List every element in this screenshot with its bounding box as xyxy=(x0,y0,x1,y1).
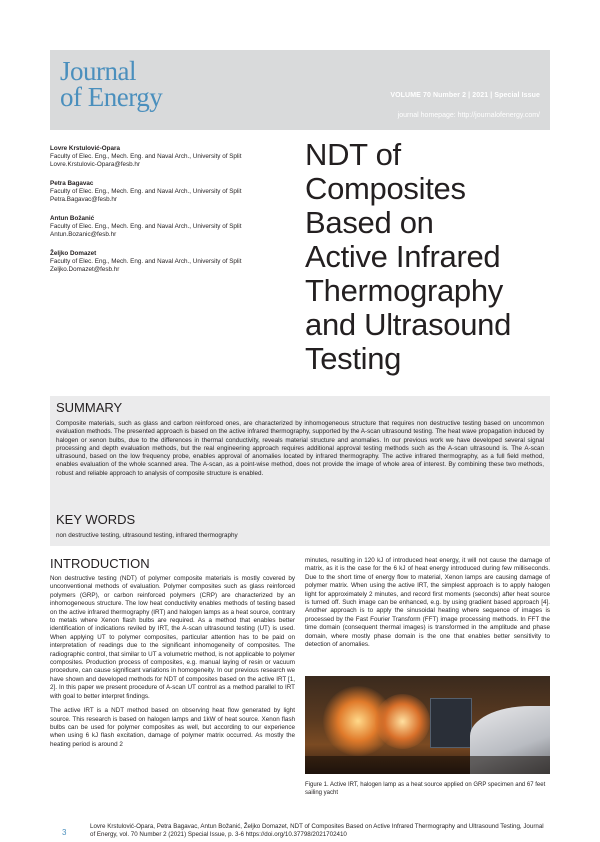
title-line: NDT of xyxy=(305,137,401,172)
journal-homepage[interactable]: journal homepage: http://journalofenergy.com/ xyxy=(397,112,540,119)
title-line: Active Infrared xyxy=(305,239,501,274)
author-list xyxy=(50,145,300,285)
left-column xyxy=(50,575,295,755)
summary-box xyxy=(50,396,550,546)
title-line: Testing xyxy=(305,341,402,376)
halogen-lamp-glow xyxy=(375,694,430,749)
author-block xyxy=(50,145,300,169)
figure-caption: Figure 1. Active IRT, halogen lamp as a heat source applied on GRP specimen and 67 feet sailing yacht xyxy=(305,782,546,796)
author-affiliation: Faculty of Elec. Eng., Mech. Eng. and Naval Arch., University of Split xyxy=(50,258,242,265)
introduction-heading: INTRODUCTION xyxy=(50,556,150,571)
page-number: 3 xyxy=(62,828,67,837)
title-line: Based on xyxy=(305,205,434,240)
keywords-text: non destructive testing, ultrasound testing, infrared thermography xyxy=(56,532,238,539)
author-affiliation: Faculty of Elec. Eng., Mech. Eng. and Naval Arch., University of Split xyxy=(50,188,242,195)
title-line: Composites xyxy=(305,171,466,206)
author-affiliation: Faculty of Elec. Eng., Mech. Eng. and Naval Arch., University of Split xyxy=(50,223,242,230)
author-block xyxy=(50,180,300,204)
paper-title xyxy=(305,138,550,376)
keywords-heading: KEY WORDS xyxy=(56,512,136,527)
author-block xyxy=(50,215,300,239)
author-email[interactable]: Lovre.Krstulovic-Opara@fesb.hr xyxy=(50,161,141,168)
summary-heading: SUMMARY xyxy=(56,400,123,415)
journal-logo xyxy=(60,58,162,110)
author-block xyxy=(50,250,300,274)
right-column xyxy=(305,557,550,655)
author-affiliation: Faculty of Elec. Eng., Mech. Eng. and Naval Arch., University of Split xyxy=(50,153,242,160)
author-name: Lovre Krstulović-Opara xyxy=(50,145,120,152)
author-name: Petra Bagavac xyxy=(50,180,94,187)
logo-line-2: of Energy xyxy=(60,82,163,112)
author-email[interactable]: Antun.Bozanic@fesb.hr xyxy=(50,231,117,238)
floor-shadow xyxy=(305,756,550,774)
author-email[interactable]: Zeljko.Domazet@fesb.hr xyxy=(50,266,120,273)
logo-line-1: Journal xyxy=(60,56,136,86)
intro-paragraph: Non destructive testing (NDT) of polymer composite materials is mostly covered by unconventional methods of evaluation. Polymer composites such as glass reinforced polymers (GRP), or carbon reinforced polymers (CRP) are characterized by an inhomogeneous structure. The low heat conductivity enables methods of testing based on the active infrared thermography (IRT) and halogen lamps as a heat source, contrary to metals where Xenon flash bulbs are required. As a method that enables better identification of indications reviled by IRT, the A-scan ultrasound testing (UT) is used. When applying UT to polymer composites, particular attention has to be paid on interpretation of readings due to the significant inhomogeneity of composites. The radiographic control, that similar to UT a volumetric method, is not applicable to polymer composites. Production process of composites, e.g. manual laying of resin or vacuum procedure, can cause significant variations in homogeneity. In our previous research we have shown and developed methods for NDT of composites based on the active IRT [1, 2]. In this paper we present procedure of A-scan UT control as a method parallel to IRT with goal to better interpret findings. xyxy=(50,575,295,700)
author-name: Antun Božanić xyxy=(50,215,95,222)
specimen-panel xyxy=(430,698,472,748)
author-name: Željko Domazet xyxy=(50,250,97,257)
author-email[interactable]: Petra.Bagavac@fesb.hr xyxy=(50,196,117,203)
figure-photo xyxy=(305,676,550,774)
title-line: Thermography xyxy=(305,273,503,308)
footer-citation: Lovre Krstulović-Opara, Petra Bagavac, Antun Božanić, Željko Domazet, NDT of Composites Based on Active Infrared Thermography and Ultrasound Testing, Journal of Energy, vol. 70 Number 2 (2021) Special Issue, p. 3-6 https://doi.org/10.37798/2021702410 xyxy=(90,823,544,838)
intro-paragraph: minutes, resulting in 120 kJ of introduced heat energy, it will not cause the damage of matrix, as it is the case for the 6 kJ of heat energy introduced during few milliseconds. Due to the short time of energy flow to material, Xenon lamps are causing damage of polymer matrix. When using the active IRT, the simplest approach is to apply halogen light for approximately 2 minutes, and record first moments (seconds) after heat source is turned off. Such image can be enhanced, e.g. by using gradient based approach [4]. Another approach is to apply the sinusoidal heating where sequence of images is processed by the Fast Fourier Transform (FFT) image processing methods. In FFT the time domain (consequent thermal images) is transformed in the amplitude and phase domain, where mostly phase domain is the one that enables better sensitivity to detection of anomalies. xyxy=(305,557,550,649)
volume-info: VOLUME 70 Number 2 | 2021 | Special Issue xyxy=(390,92,540,99)
intro-paragraph: The active IRT is a NDT method based on observing heat flow generated by light source. This research is based on halogen lamps and 1kW of heat source. Xenon flash bulbs can be used for polymer composites as well, but according to our experience when using 6 kJ flash excitation, damage of polymer matrix occurred. As mostly the heating period is around 2 xyxy=(50,707,295,748)
title-line: and Ultrasound xyxy=(305,307,512,342)
summary-text: Composite materials, such as glass and carbon reinforced ones, are characterized by inhomogeneous structure that requires non destructive testing based on uncommon evaluation methods. The presented approach is based on the active infrared thermography, supported by the A-scan ultrasound testing. The heat wave propagation induced by halogen or xenon bulbs, due to the differences in thermal conductivity, reveals material structure and anomalies. In our previous work we have developed several signal processing and depth evaluation methods, but the real engineering approach requires additional approval testing methods such as the A-scan ultrasound is. The A-scan ultrasound, based on the low frequency probe, enables approval of anomalies located by infrared thermography. The active infrared thermography, as a full field method, enables evaluation of the whole scanned area. The A-scan, as a point-wise method, does not provide the image of whole area of interest. By combining these two methods, robust and reliable approach to analysis of composite structure is enabled. xyxy=(56,420,544,477)
journal-header xyxy=(50,50,550,130)
